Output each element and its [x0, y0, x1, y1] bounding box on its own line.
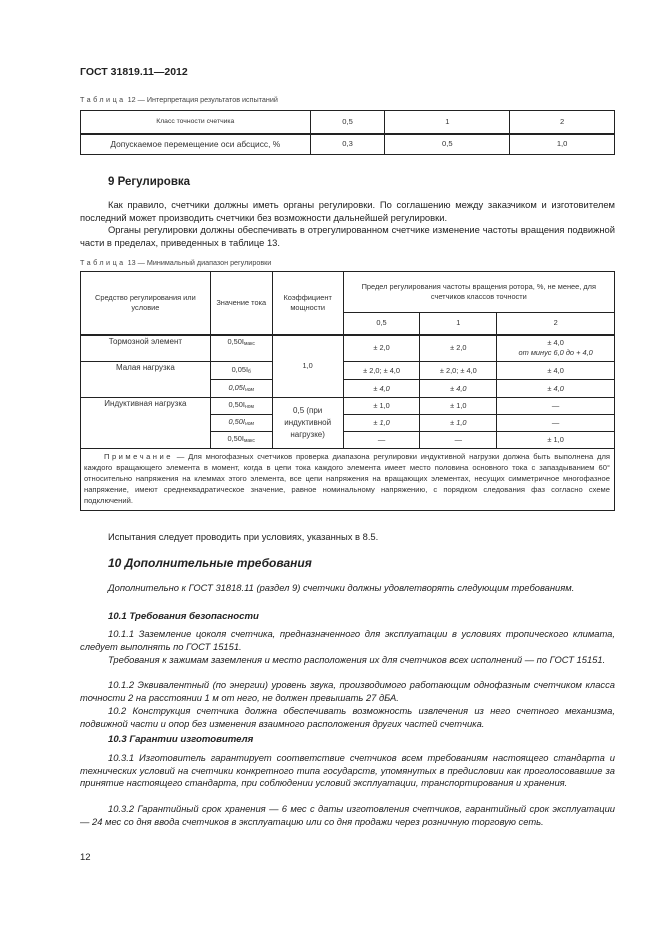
table-cell: ± 2,0; ± 4,0	[420, 362, 497, 380]
table-cell: ± 4,0	[497, 362, 615, 380]
table-cell: 0,5	[310, 111, 385, 134]
table-cell: ± 1,0	[343, 415, 420, 432]
header-limit: Предел регулирования частоты вращения ротора, %, не менее, для счетчиков классов точности	[343, 272, 614, 313]
paragraph: Как правило, счетчики должны иметь органы регулировки. По соглашению между заказчиком и изготовителем последний может производить счетчики без возможности дальнейшей регулировки.	[80, 199, 615, 223]
table-cell: ± 1,0	[343, 398, 420, 415]
power-factor: 0,5 (при индуктивной нагрузке)	[272, 398, 343, 449]
table-cell: ± 1,0	[497, 432, 615, 449]
current-value: 0,50I	[228, 417, 245, 426]
current-subscript: макс	[243, 438, 255, 444]
current-value: 0,50I	[227, 434, 244, 443]
table-cell: ± 4,0	[547, 338, 564, 348]
paragraph: Органы регулировки должны обеспечивать в отрегулированном счетчике изменение частоты вращения подвижной части в пределах, приведенных в таблице 13.	[80, 224, 615, 248]
group-label: Тормозной элемент	[81, 335, 211, 362]
table13-caption	[80, 258, 615, 267]
current-value: 0,50I	[228, 400, 245, 409]
current-value: 0,05I	[231, 364, 249, 374]
subsection-10-1-title: 10.1 Требования безопасности	[108, 611, 259, 622]
table13-note	[80, 449, 615, 511]
caption-word: Таблица	[80, 258, 126, 267]
current-subscript: б	[248, 368, 251, 375]
section-9-title: 9 Регулировка	[108, 176, 191, 188]
current-value: 0,05I	[228, 382, 245, 392]
table-cell: 2	[510, 111, 615, 134]
subsection-10-3-title: 10.3 Гарантии изготовителя	[108, 734, 254, 745]
table-cell: —	[497, 398, 615, 415]
page-number: 12	[80, 852, 91, 863]
table-cell: —	[420, 432, 497, 449]
paragraph: 10.1.2 Эквивалентный (по энергии) уровень звука, производимого работающим однофазным счетчиком класса точности 2 на расстоянии 1 м от него, не должен превышать 27 дБА.	[80, 679, 615, 703]
header-class: 2	[497, 313, 615, 335]
group-label: Индуктивная нагрузка	[81, 398, 211, 449]
table-cell: ± 2,0	[420, 335, 497, 362]
header-power-factor: Коэффициент мощности	[272, 272, 343, 335]
table-row	[81, 111, 615, 134]
table-row	[81, 335, 615, 362]
table13	[80, 271, 615, 511]
table12-caption	[80, 95, 615, 104]
note-text: — Для многофазных счетчиков проверка диапазона регулировки индуктивной нагрузки должна быть выполнена для каждого вращающего элемента в момент, когда в цепи тока каждого элемента имеет место половина основного тока с запаздыванием 60° относительно напряжения на клеммах этого элемента, все цепи напряжения на вращающих элементах, несущих симметричное многофазное напряжение, имеют среднеквадратическое значение, равное номинальному напряжению, с порядком следования фаз согласно схеме подключений.	[84, 452, 610, 505]
table-cell: Допускаемое перемещение оси абсцисс, %	[81, 134, 311, 155]
paragraph: 10.2 Конструкция счетчика должна обеспечивать возможность извлечения из него счетного механизма, подвижной части и опор без изменения взаимного расположения других частей счетчика.	[80, 705, 615, 729]
table-cell: ± 1,0	[420, 398, 497, 415]
table-cell: ± 4,0	[420, 380, 497, 398]
header-class: 0,5	[343, 313, 420, 335]
table-cell: ± 1,0	[420, 415, 497, 432]
table-cell: 0,3	[310, 134, 385, 155]
note-word: Примечание	[104, 452, 173, 461]
table-cell: 0,5	[385, 134, 510, 155]
current-subscript: ном	[244, 404, 254, 410]
caption-text: 13 — Минимальный диапазон регулировки	[125, 258, 272, 267]
table-cell: ± 4,0	[497, 380, 615, 398]
header-class: 1	[420, 313, 497, 335]
table-row	[81, 398, 615, 415]
paragraph: 10.3.1 Изготовитель гарантирует соответствие счетчиков всем требованиям настоящего стандарта и технических условий на счетчики конкретного типа государств, упомянутых в предисловии как проголосовавшие за принятие настоящего стандарта, при соблюдении условий эксплуатации, транспортирования и хранения.	[80, 752, 615, 789]
paragraph: 10.3.2 Гарантийный срок хранения — 6 мес с даты изготовления счетчиков, гарантийный срок эксплуатации — 24 мес со дня ввода счетчиков в эксплуатацию или со дня продажи через розничную торговую сеть.	[80, 803, 615, 827]
table-cell: ± 2,0	[343, 335, 420, 362]
current-subscript: ном	[244, 421, 254, 427]
table-cell: 1,0	[510, 134, 615, 155]
header-means: Средство регулирования или условие	[81, 272, 211, 335]
table-cell: ± 4,0	[343, 380, 420, 398]
table-cell: Класс точности счетчика	[81, 111, 311, 134]
section-10-title: 10 Дополнительные требования	[108, 556, 312, 570]
paragraph: 10.1.1 Заземление цоколя счетчика, предназначенного для эксплуатации в условиях тропического климата, следует выполнять по ГОСТ 15151.	[80, 628, 615, 652]
table-cell: ± 2,0; ± 4,0	[343, 362, 420, 380]
table-row	[81, 362, 615, 380]
table-cell: 1	[385, 111, 510, 134]
caption-text: 12 — Интерпретация результатов испытаний	[125, 95, 278, 104]
document-header: ГОСТ 31819.11—2012	[80, 66, 188, 78]
paragraph: Требования к зажимам заземления и место расположения их для счетчиков всех исполнений — по ГОСТ 15151.	[108, 654, 606, 665]
group-label: Малая нагрузка	[81, 362, 211, 398]
table-row	[81, 134, 615, 155]
paragraph: Дополнительно к ГОСТ 31818.11 (раздел 9) счетчики должны удовлетворять следующим требованиям.	[108, 582, 575, 593]
table-cell: —	[497, 415, 615, 432]
power-factor: 1,0	[272, 335, 343, 398]
caption-word: Таблица	[80, 95, 126, 104]
current-value: 0,50I	[227, 336, 244, 346]
current-subscript: ном	[244, 386, 254, 393]
table-cell: —	[343, 432, 420, 449]
current-subscript: макс	[243, 340, 255, 347]
table12	[80, 110, 615, 155]
paragraph: Испытания следует проводить при условиях, указанных в 8.5.	[108, 531, 379, 542]
header-current: Значение тока	[210, 272, 272, 335]
table-cell: от минус 6,0 до + 4,0	[518, 348, 593, 358]
